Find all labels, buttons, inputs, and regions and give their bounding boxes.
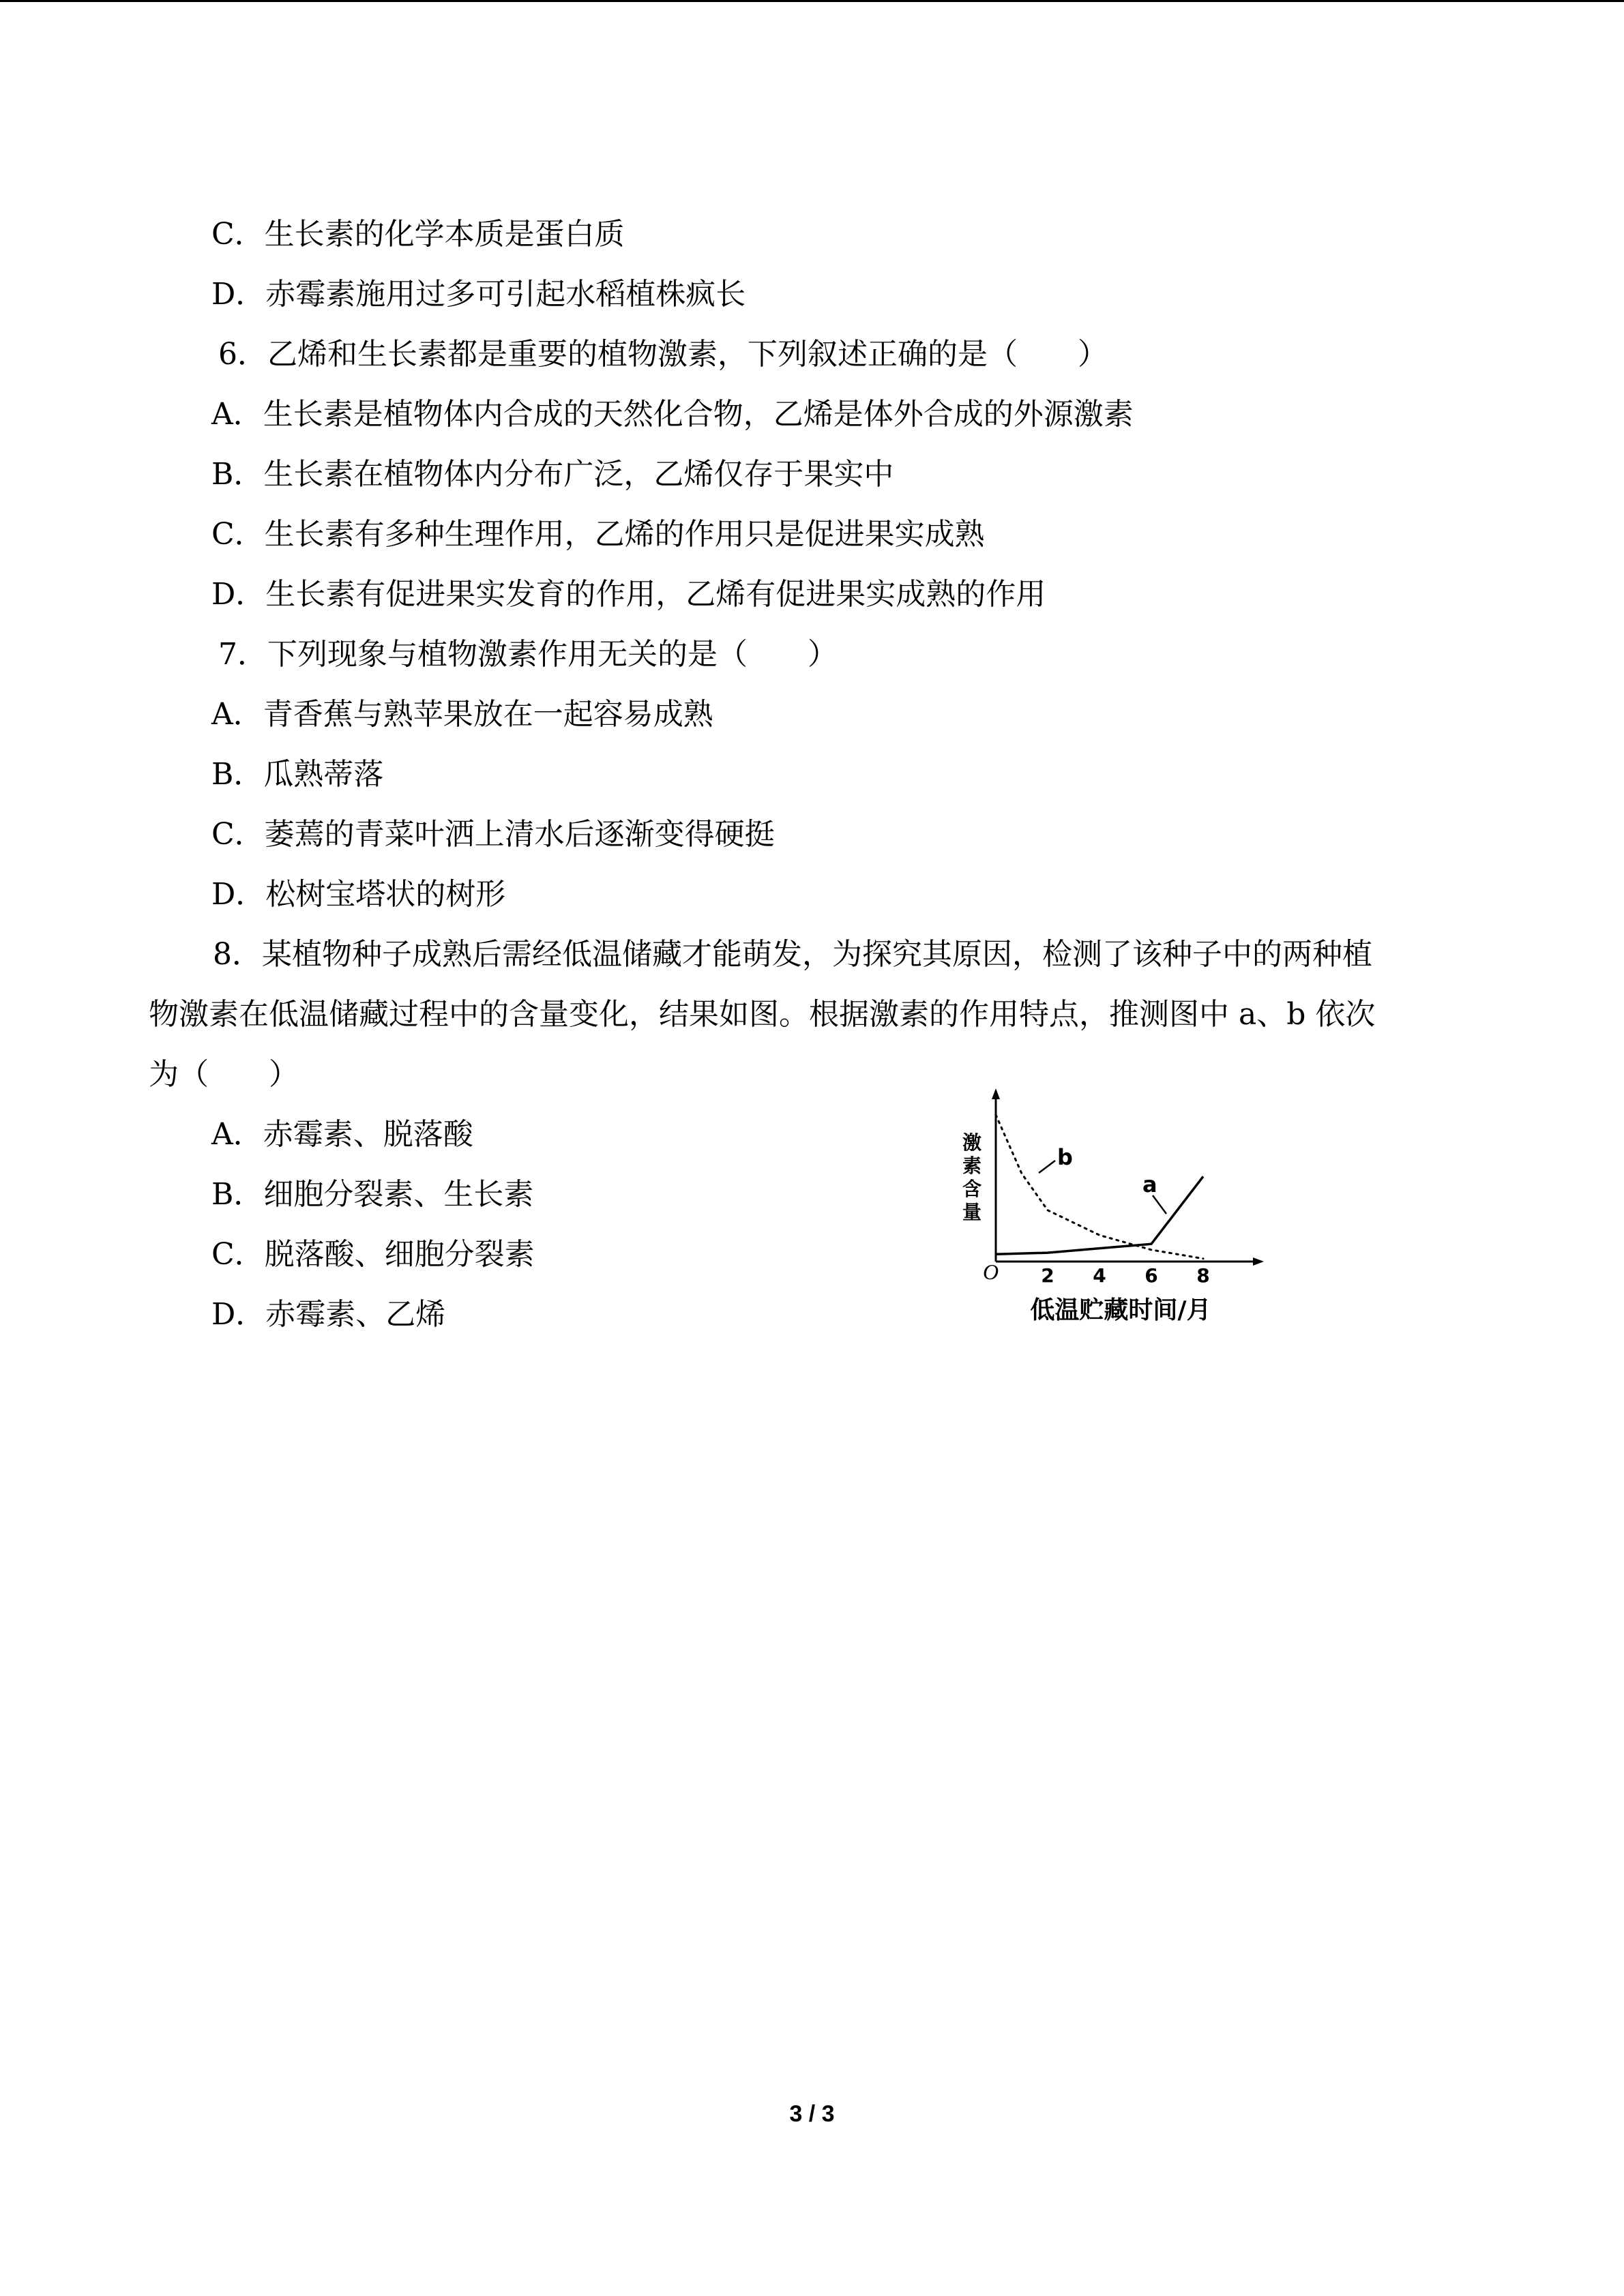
option-6d: D．生长素有促进果实发育的作用，乙烯有促进果实成熟的作用: [211, 577, 1046, 612]
label-b: b: [1057, 1144, 1073, 1170]
option-7c: C．萎蔫的青菜叶洒上清水后逐渐变得硬挺: [211, 817, 775, 852]
series-b-line: [996, 1115, 1203, 1259]
top-border: [0, 0, 1624, 2]
series-a-line: [996, 1176, 1203, 1254]
option-7a: A．青香蕉与熟苹果放在一起容易成熟: [211, 697, 713, 732]
x-tick-label: 6: [1145, 1264, 1158, 1287]
x-tick-label: 2: [1041, 1264, 1054, 1287]
svg-text:激素含量: 激素含量: [962, 1131, 982, 1223]
option-6c: C．生长素有多种生理作用，乙烯的作用只是促进果实成熟: [211, 517, 985, 552]
option-7b: B．瓜熟蒂落: [211, 757, 384, 792]
y-axis-label: [962, 1131, 981, 1223]
option-5d: D．赤霉素施用过多可引起水稻植株疯长: [211, 277, 746, 312]
option-8a: A．赤霉素、脱落酸: [211, 1117, 473, 1152]
question-6-stem: 6．乙烯和生长素都是重要的植物激素，下列叙述正确的是（ ）: [218, 337, 1108, 372]
question-8-stem-line2: 物激素在低温储藏过程中的含量变化，结果如图。根据激素的作用特点，推测图中 a、b 依次: [149, 997, 1376, 1032]
option-6a: A．生长素是植物体内合成的天然化合物，乙烯是体外合成的外源激素: [211, 397, 1134, 432]
hormone-figure: [951, 1084, 1279, 1337]
option-7d: D．松树宝塔状的树形: [211, 877, 506, 912]
x-axis-arrow: [1253, 1257, 1264, 1266]
option-8c: C．脱落酸、细胞分裂素: [211, 1237, 535, 1272]
label-a: a: [1142, 1172, 1157, 1197]
label-a-leader: [1153, 1195, 1166, 1214]
hormone-chart: [951, 1084, 1279, 1337]
question-8-stem-line3: 为（ ）: [149, 1057, 299, 1092]
option-6b: B．生长素在植物体内分布广泛，乙烯仅存于果实中: [211, 457, 894, 492]
x-tick-label: 4: [1093, 1264, 1106, 1287]
question-7-stem: 7．下列现象与植物激素作用无关的是（ ）: [218, 637, 838, 672]
page-number: 3 / 3: [789, 2101, 835, 2127]
x-tick-label: 8: [1196, 1264, 1210, 1287]
label-b-leader: [1039, 1161, 1055, 1173]
option-8b: B．细胞分裂素、生长素: [211, 1177, 534, 1212]
option-5c: C．生长素的化学本质是蛋白质: [211, 217, 625, 252]
option-8d: D．赤霉素、乙烯: [211, 1297, 446, 1332]
question-8-stem-line1: 8．某植物种子成熟后需经低温储藏才能萌发，为探究其原因，检测了该种子中的两种植: [213, 937, 1372, 972]
x-axis-label: 低温贮藏时间/月: [1030, 1296, 1211, 1324]
origin-label: O: [983, 1259, 999, 1284]
y-axis-arrow: [992, 1088, 1000, 1099]
